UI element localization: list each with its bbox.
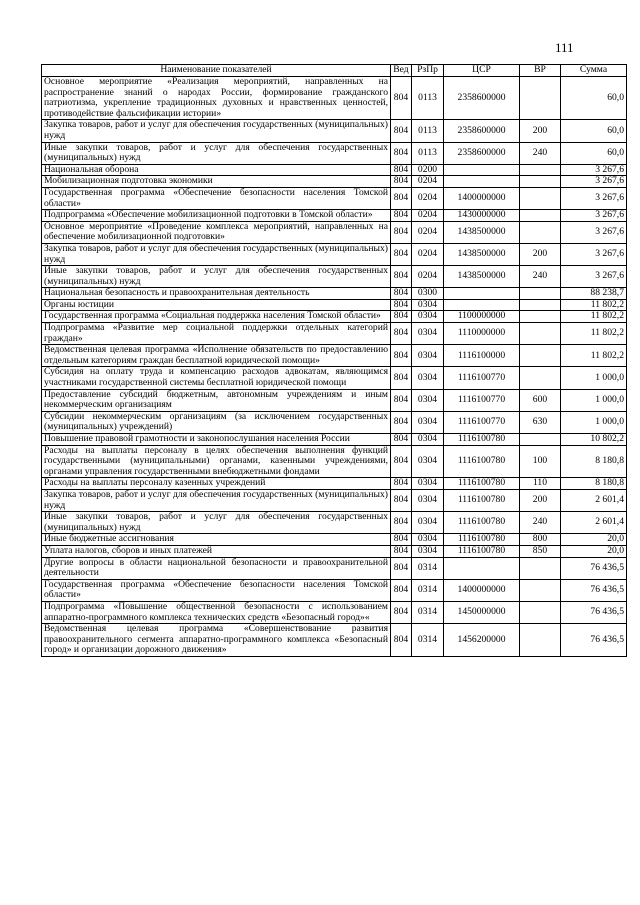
cell-sum: 60,0 — [561, 120, 627, 142]
cell-sum: 8 180,8 — [561, 478, 627, 490]
cell-vr: 200 — [520, 120, 561, 142]
table-row — [42, 164, 627, 176]
cell-ved: 804 — [391, 323, 412, 345]
cell-name: Государственная программа «Социальная поддержка населения Томской области» — [42, 311, 391, 323]
cell-ved: 804 — [391, 164, 412, 176]
cell-vr — [520, 624, 561, 657]
cell-name: Иные бюджетные ассигнования — [42, 534, 391, 546]
cell-csr: 1116100780 — [444, 434, 520, 446]
cell-csr: 1116100780 — [444, 489, 520, 511]
cell-csr — [444, 288, 520, 300]
cell-vr: 630 — [520, 411, 561, 433]
cell-csr: 1116100780 — [444, 534, 520, 546]
cell-rzpr: 0304 — [412, 489, 444, 511]
table-row — [42, 445, 627, 478]
cell-rzpr: 0113 — [412, 77, 444, 120]
cell-vr — [520, 299, 561, 311]
table-row — [42, 210, 627, 222]
table-row — [42, 176, 627, 188]
cell-csr: 1116100770 — [444, 367, 520, 389]
cell-csr: 2358600000 — [444, 142, 520, 164]
cell-csr — [444, 299, 520, 311]
cell-ved: 804 — [391, 299, 412, 311]
table-row — [42, 266, 627, 288]
header-rzpr: РзПр — [412, 65, 444, 77]
cell-sum: 20,0 — [561, 534, 627, 546]
cell-name: Органы юстиции — [42, 299, 391, 311]
cell-name: Субсидии некоммерческим организациям (за исключением государственных (муниципальных) учреждений) — [42, 411, 391, 433]
cell-vr: 200 — [520, 243, 561, 265]
table-row — [42, 478, 627, 490]
cell-csr: 1116100780 — [444, 478, 520, 490]
cell-name: Национальная безопасность и правоохранительная деятельность — [42, 288, 391, 300]
cell-csr: 1116100780 — [444, 512, 520, 534]
cell-name: Другие вопросы в области национальной безопасности и правоохранительной деятельности — [42, 557, 391, 579]
cell-vr: 100 — [520, 445, 561, 478]
cell-sum: 76 436,5 — [561, 557, 627, 579]
cell-name: Уплата налогов, сборов и иных платежей — [42, 545, 391, 557]
cell-vr — [520, 345, 561, 367]
header-ved: Вед — [391, 65, 412, 77]
cell-ved: 804 — [391, 445, 412, 478]
cell-name: Расходы на выплаты персоналу казенных учреждений — [42, 478, 391, 490]
cell-vr — [520, 323, 561, 345]
cell-name: Иные закупки товаров, работ и услуг для обеспечения государственных (муниципальных) нужд — [42, 512, 391, 534]
table-row — [42, 288, 627, 300]
cell-ved: 804 — [391, 545, 412, 557]
cell-vr — [520, 210, 561, 222]
cell-csr: 1456200000 — [444, 624, 520, 657]
cell-csr: 2358600000 — [444, 120, 520, 142]
cell-rzpr: 0204 — [412, 243, 444, 265]
table-row — [42, 601, 627, 623]
cell-rzpr: 0304 — [412, 434, 444, 446]
table-row — [42, 345, 627, 367]
header-name: Наименование показателей — [42, 65, 391, 77]
cell-ved: 804 — [391, 624, 412, 657]
cell-name: Мобилизационная подготовка экономики — [42, 176, 391, 188]
cell-ved: 804 — [391, 434, 412, 446]
cell-name: Основное мероприятие «Реализация мероприятий, направленных на распространение знаний о народах России, формирование гражданского патриотизма, укрепление традиционных духовных и нравственных ценностей, противодействие фальсификации истории» — [42, 77, 391, 120]
cell-ved: 804 — [391, 489, 412, 511]
cell-csr: 1116100780 — [444, 545, 520, 557]
cell-rzpr: 0304 — [412, 323, 444, 345]
cell-csr: 1400000000 — [444, 187, 520, 209]
cell-sum: 76 436,5 — [561, 601, 627, 623]
cell-vr: 240 — [520, 142, 561, 164]
cell-ved: 804 — [391, 512, 412, 534]
cell-vr — [520, 288, 561, 300]
cell-ved: 804 — [391, 389, 412, 411]
cell-rzpr: 0304 — [412, 311, 444, 323]
cell-rzpr: 0314 — [412, 601, 444, 623]
cell-ved: 804 — [391, 411, 412, 433]
cell-rzpr: 0204 — [412, 187, 444, 209]
cell-csr: 1430000000 — [444, 210, 520, 222]
table-row — [42, 534, 627, 546]
cell-ved: 804 — [391, 367, 412, 389]
cell-rzpr: 0113 — [412, 120, 444, 142]
cell-ved: 804 — [391, 534, 412, 546]
cell-name: Подпрограмма «Повышение общественной безопасности с использованием аппаратно-программного комплекса технических средств «Безопасный город»« — [42, 601, 391, 623]
table-row — [42, 389, 627, 411]
cell-vr: 800 — [520, 534, 561, 546]
cell-sum: 2 601,4 — [561, 489, 627, 511]
cell-ved: 804 — [391, 243, 412, 265]
cell-name: Закупка товаров, работ и услуг для обеспечения государственных (муниципальных) нужд — [42, 489, 391, 511]
cell-vr: 850 — [520, 545, 561, 557]
table-row — [42, 120, 627, 142]
cell-ved: 804 — [391, 77, 412, 120]
cell-rzpr: 0304 — [412, 478, 444, 490]
cell-csr: 1438500000 — [444, 243, 520, 265]
cell-sum: 11 802,2 — [561, 299, 627, 311]
cell-ved: 804 — [391, 345, 412, 367]
table-row — [42, 411, 627, 433]
cell-rzpr: 0204 — [412, 210, 444, 222]
table-body — [42, 77, 627, 657]
table-row — [42, 579, 627, 601]
cell-csr — [444, 176, 520, 188]
cell-sum: 1 000,0 — [561, 411, 627, 433]
cell-name: Расходы на выплаты персоналу в целях обеспечения выполнения функций государственными (муниципальными) органами, казенными учреждениями, органами управления государственными внебюджетными фондами — [42, 445, 391, 478]
cell-sum: 11 802,2 — [561, 323, 627, 345]
cell-sum: 3 267,6 — [561, 266, 627, 288]
table-row — [42, 187, 627, 209]
cell-sum: 3 267,6 — [561, 243, 627, 265]
cell-name: Национальная оборона — [42, 164, 391, 176]
table-header-row — [42, 65, 627, 77]
cell-rzpr: 0304 — [412, 545, 444, 557]
cell-vr — [520, 176, 561, 188]
cell-vr — [520, 367, 561, 389]
table-row — [42, 299, 627, 311]
cell-sum: 10 802,2 — [561, 434, 627, 446]
cell-csr: 1116100000 — [444, 345, 520, 367]
cell-vr: 200 — [520, 489, 561, 511]
cell-ved: 804 — [391, 142, 412, 164]
cell-vr — [520, 311, 561, 323]
cell-sum: 3 267,6 — [561, 210, 627, 222]
cell-rzpr: 0314 — [412, 624, 444, 657]
cell-csr: 1116100780 — [444, 445, 520, 478]
cell-rzpr: 0204 — [412, 221, 444, 243]
cell-sum: 88 238,7 — [561, 288, 627, 300]
table-row — [42, 545, 627, 557]
cell-vr — [520, 164, 561, 176]
cell-vr: 110 — [520, 478, 561, 490]
cell-rzpr: 0314 — [412, 579, 444, 601]
cell-sum: 60,0 — [561, 77, 627, 120]
cell-sum: 3 267,6 — [561, 221, 627, 243]
cell-rzpr: 0300 — [412, 288, 444, 300]
cell-sum: 1 000,0 — [561, 367, 627, 389]
cell-rzpr: 0304 — [412, 367, 444, 389]
cell-rzpr: 0304 — [412, 445, 444, 478]
cell-name: Подпрограмма «Развитие мер социальной поддержки отдельных категорий граждан» — [42, 323, 391, 345]
cell-vr: 240 — [520, 512, 561, 534]
cell-name: Ведомственная целевая программа «Совершенствование развития правоохранительного сегмента аппаратно-программного комплекса «Безопасный город» и организации дорожного движения» — [42, 624, 391, 657]
cell-sum: 3 267,6 — [561, 187, 627, 209]
cell-ved: 804 — [391, 601, 412, 623]
cell-name: Основное мероприятие «Проведение комплекса мероприятий, направленных на обеспечение мобилизационной подготовки» — [42, 221, 391, 243]
cell-vr — [520, 77, 561, 120]
cell-rzpr: 0304 — [412, 345, 444, 367]
cell-sum: 11 802,2 — [561, 311, 627, 323]
cell-rzpr: 0304 — [412, 411, 444, 433]
header-vr: ВР — [520, 65, 561, 77]
cell-csr: 1438500000 — [444, 266, 520, 288]
cell-csr — [444, 164, 520, 176]
cell-rzpr: 0204 — [412, 176, 444, 188]
cell-csr: 1110000000 — [444, 323, 520, 345]
cell-name: Субсидия на оплату труда и компенсацию расходов адвокатам, являющимся участниками государственной системы бесплатной юридической помощи — [42, 367, 391, 389]
cell-ved: 804 — [391, 187, 412, 209]
cell-ved: 804 — [391, 478, 412, 490]
cell-name: Закупка товаров, работ и услуг для обеспечения государственных (муниципальных) нужд — [42, 120, 391, 142]
cell-sum: 76 436,5 — [561, 624, 627, 657]
cell-csr: 1116100770 — [444, 411, 520, 433]
cell-ved: 804 — [391, 288, 412, 300]
table-row — [42, 624, 627, 657]
cell-vr — [520, 221, 561, 243]
cell-name: Иные закупки товаров, работ и услуг для обеспечения государственных (муниципальных) нужд — [42, 266, 391, 288]
cell-ved: 804 — [391, 311, 412, 323]
cell-rzpr: 0204 — [412, 266, 444, 288]
cell-csr: 1450000000 — [444, 601, 520, 623]
cell-name: Повышение правовой грамотности и законопослушания населения России — [42, 434, 391, 446]
cell-vr — [520, 434, 561, 446]
cell-name: Государственная программа «Обеспечение безопасности населения Томской области» — [42, 579, 391, 601]
cell-csr: 1438500000 — [444, 221, 520, 243]
header-sum: Сумма — [561, 65, 627, 77]
cell-vr — [520, 557, 561, 579]
header-csr: ЦСР — [444, 65, 520, 77]
cell-name: Подпрограмма «Обеспечение мобилизационной подготовки в Томской области» — [42, 210, 391, 222]
cell-sum: 3 267,6 — [561, 176, 627, 188]
table-row — [42, 323, 627, 345]
cell-rzpr: 0200 — [412, 164, 444, 176]
table-row — [42, 434, 627, 446]
cell-sum: 8 180,8 — [561, 445, 627, 478]
cell-rzpr: 0304 — [412, 534, 444, 546]
cell-csr: 1400000000 — [444, 579, 520, 601]
table-row — [42, 77, 627, 120]
cell-vr — [520, 187, 561, 209]
cell-ved: 804 — [391, 579, 412, 601]
cell-rzpr: 0314 — [412, 557, 444, 579]
budget-table — [41, 64, 627, 657]
table-row — [42, 512, 627, 534]
cell-sum: 11 802,2 — [561, 345, 627, 367]
table-row — [42, 221, 627, 243]
cell-csr: 1100000000 — [444, 311, 520, 323]
cell-name: Предоставление субсидий бюджетным, автономным учреждениям и иным некоммерческим организациям — [42, 389, 391, 411]
cell-name: Ведомственная целевая программа «Исполнение обязательств по предоставлению отдельным категориям граждан бесплатной юридической помощи» — [42, 345, 391, 367]
cell-ved: 804 — [391, 266, 412, 288]
table-row — [42, 557, 627, 579]
cell-name: Закупка товаров, работ и услуг для обеспечения государственных (муниципальных) нужд — [42, 243, 391, 265]
cell-rzpr: 0304 — [412, 299, 444, 311]
cell-vr: 600 — [520, 389, 561, 411]
cell-vr — [520, 579, 561, 601]
cell-csr: 1116100770 — [444, 389, 520, 411]
table-row — [42, 367, 627, 389]
cell-csr: 2358600000 — [444, 77, 520, 120]
cell-rzpr: 0113 — [412, 142, 444, 164]
table-row — [42, 489, 627, 511]
cell-vr — [520, 601, 561, 623]
table-row — [42, 311, 627, 323]
page-number: 111 — [555, 40, 574, 55]
cell-rzpr: 0304 — [412, 389, 444, 411]
cell-ved: 804 — [391, 120, 412, 142]
table-row — [42, 243, 627, 265]
cell-sum: 76 436,5 — [561, 579, 627, 601]
table-row — [42, 142, 627, 164]
cell-ved: 804 — [391, 557, 412, 579]
cell-sum: 60,0 — [561, 142, 627, 164]
cell-sum: 2 601,4 — [561, 512, 627, 534]
cell-vr: 240 — [520, 266, 561, 288]
cell-ved: 804 — [391, 176, 412, 188]
cell-rzpr: 0304 — [412, 512, 444, 534]
cell-sum: 3 267,6 — [561, 164, 627, 176]
cell-sum: 20,0 — [561, 545, 627, 557]
cell-name: Государственная программа «Обеспечение безопасности населения Томской области» — [42, 187, 391, 209]
cell-ved: 804 — [391, 210, 412, 222]
cell-csr — [444, 557, 520, 579]
cell-ved: 804 — [391, 221, 412, 243]
cell-name: Иные закупки товаров, работ и услуг для обеспечения государственных (муниципальных) нужд — [42, 142, 391, 164]
cell-sum: 1 000,0 — [561, 389, 627, 411]
